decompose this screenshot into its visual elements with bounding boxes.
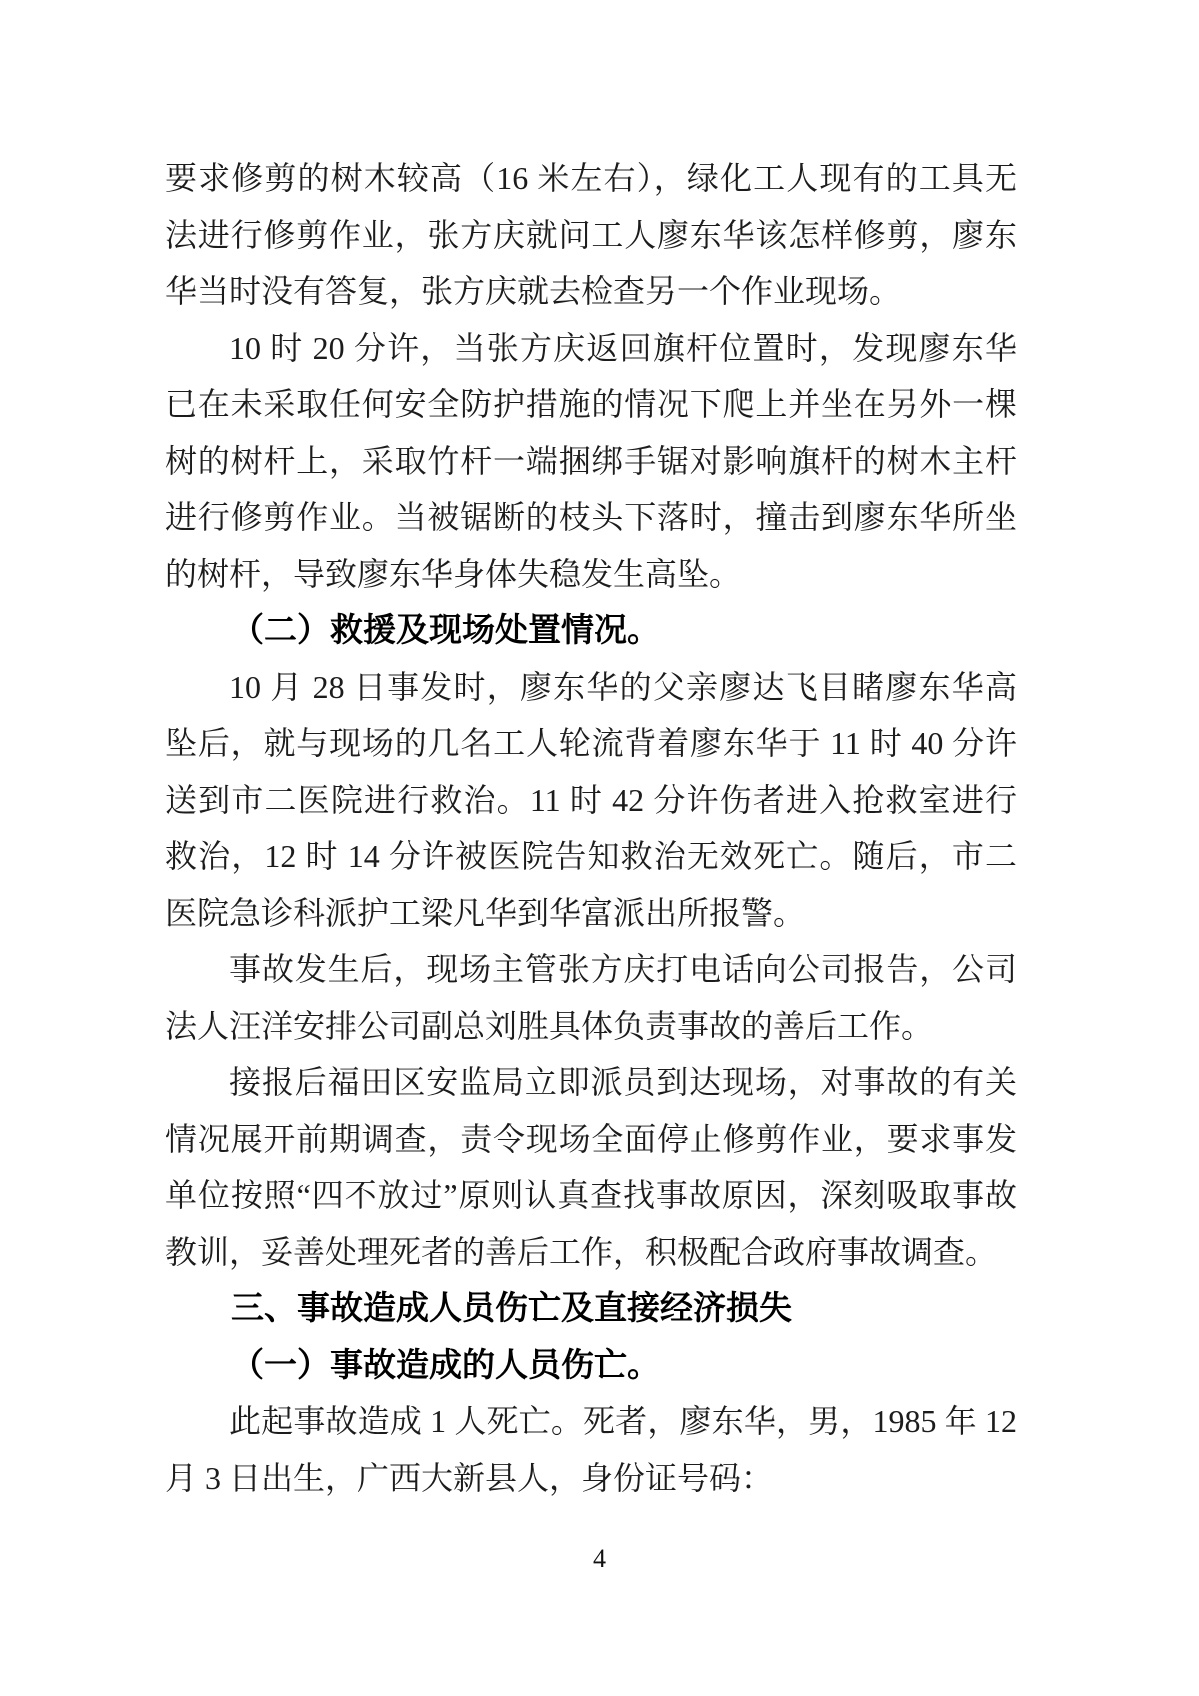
document-content (165, 150, 1017, 1506)
paragraph: 接报后福田区安监局立即派员到达现场，对事故的有关情况展开前期调查，责令现场全面停止修剪作业，要求事发单位按照“四不放过”原则认真查找事故原因，深刻吸取事故教训，妥善处理死者的善后工作，积极配合政府事故调查。 (165, 1064, 1017, 1270)
paragraph: 事故发生后，现场主管张方庆打电话向公司报告，公司法人汪洋安排公司副总刘胜具体负责事故的善后工作。 (165, 951, 1017, 1044)
paragraph: 此起事故造成 1 人死亡。死者，廖东华，男，1985 年 12 月 3 日出生，广西大新县人，身份证号码： (165, 1403, 1017, 1496)
paragraph: 10 月 28 日事发时，廖东华的父亲廖达飞目睹廖东华高坠后，就与现场的几名工人轮流背着廖东华于 11 时 40 分许送到市二医院进行救治。11 时 42 分许伤者进入抢救室进行救治，12 时 14 分许被医院告知救治无效死亡。随后，市二医院急诊科派护工梁凡华到华富派出所报警。 (165, 668, 1017, 931)
section-heading: 三、事故造成人员伤亡及直接经济损失 (231, 1289, 792, 1326)
section-heading: （二）救援及现场处置情况。 (231, 611, 660, 648)
paragraph: 要求修剪的树木较高（16 米左右），绿化工人现有的工具无法进行修剪作业，张方庆就问工人廖东华该怎样修剪，廖东华当时没有答复，张方庆就去检查另一个作业现场。 (165, 160, 1017, 309)
page-number: 4 (593, 1544, 606, 1573)
section-heading: （一）事故造成的人员伤亡。 (231, 1345, 660, 1383)
paragraph: 10 时 20 分许，当张方庆返回旗杆位置时，发现廖东华已在未采取任何安全防护措施的情况下爬上并坐在另外一棵树的树杆上，采取竹杆一端捆绑手锯对影响旗杆的树木主杆进行修剪作业。当被锯断的枝头下落时，撞击到廖东华所坐的树杆，导致廖东华身体失稳发生高坠。 (165, 329, 1017, 592)
